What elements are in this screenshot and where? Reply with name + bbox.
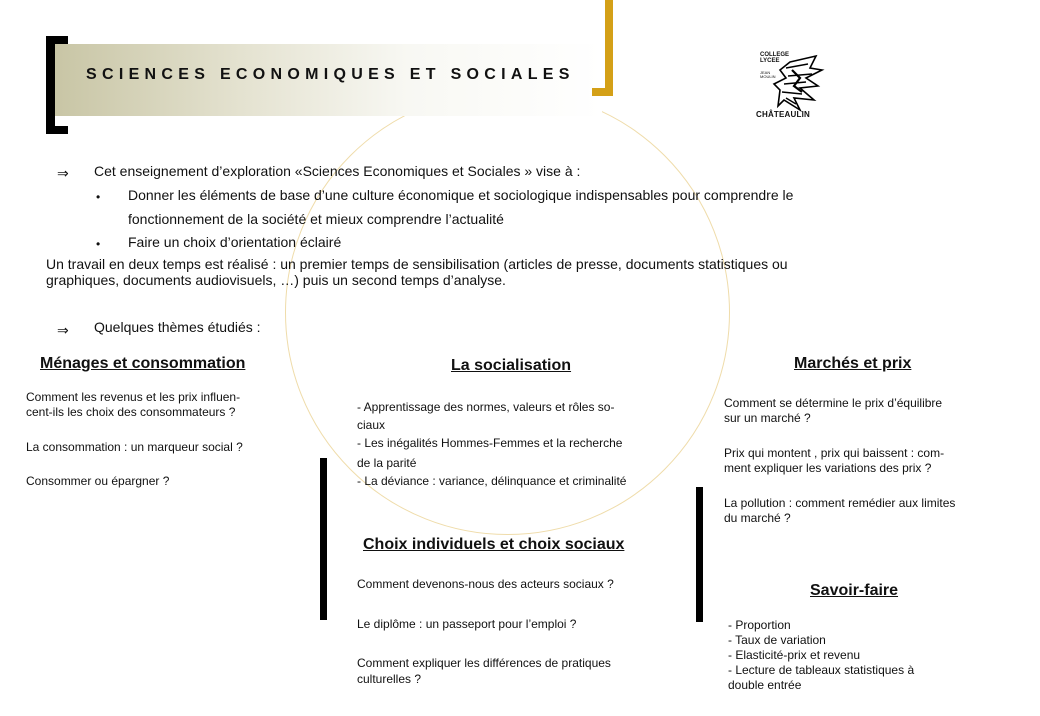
paragraph-line: Un travail en deux temps est réalisé : un premier temps de sensibilisation (articles de presse, documents statistiques ou — [46, 256, 788, 272]
divider-bar-right — [696, 487, 703, 622]
section-text: Comment se détermine le prix d’équilibre — [724, 396, 943, 410]
themes-label: Quelques thèmes étudiés : — [94, 319, 261, 335]
section-text: Prix qui montent , prix qui baissent : com- — [724, 446, 945, 460]
section-title-socialisation: La socialisation — [451, 357, 572, 374]
section-text: - Lecture de tableaux statistiques à — [728, 663, 915, 677]
bracket-left-bottom — [46, 126, 68, 134]
section-text: La pollution : comment remédier aux limites — [724, 496, 956, 510]
section-text: Consommer ou épargner ? — [26, 474, 170, 488]
section-text: - Elasticité-prix et revenu — [728, 648, 861, 662]
bracket-right — [605, 0, 613, 96]
bullet-icon: • — [96, 190, 101, 204]
bullet-icon: • — [96, 237, 101, 251]
section-text: double entrée — [728, 678, 802, 692]
bullet-text: fonctionnement de la société et mieux comprendre l’actualité — [128, 211, 504, 227]
section-text: sur un marché ? — [724, 411, 811, 425]
bracket-right-bottom — [592, 88, 613, 96]
section-text: Comment expliquer les différences de pratiques — [357, 656, 611, 670]
section-text: - La déviance : variance, délinquance et criminalité — [357, 474, 627, 488]
bracket-left-top — [46, 36, 68, 44]
section-text: Comment les revenus et les prix influen- — [26, 390, 241, 404]
section-title-choix: Choix individuels et choix sociaux — [363, 536, 625, 553]
section-text: Comment devenons-nous des acteurs sociaux ? — [357, 577, 614, 591]
arrow-icon: ⇒ — [57, 165, 69, 181]
section-text: - Les inégalités Hommes-Femmes et la recherche — [357, 436, 623, 450]
section-text: du marché ? — [724, 511, 791, 525]
divider-bar-left — [320, 458, 327, 620]
arrow-icon: ⇒ — [57, 322, 69, 338]
bracket-left — [46, 36, 55, 134]
section-text: ment expliquer les variations des prix ? — [724, 461, 932, 475]
intro-line: Cet enseignement d’exploration «Sciences Economiques et Sociales » vise à : — [94, 163, 581, 179]
section-title-savoir-faire: Savoir-faire — [810, 582, 899, 599]
section-title-menages: Ménages et consommation — [40, 355, 246, 372]
section-text: - Apprentissage des normes, valeurs et rôles so- — [357, 400, 615, 414]
section-text: Le diplôme : un passeport pour l’emploi ? — [357, 617, 577, 631]
section-text: - Taux de variation — [728, 633, 826, 647]
logo-text-small: JEAN MOULIN — [760, 70, 776, 79]
section-text: La consommation : un marqueur social ? — [26, 440, 243, 454]
logo-text-bottom: CHÂTEAULIN — [756, 110, 810, 119]
page-title: SCIENCES ECONOMIQUES ET SOCIALES — [86, 66, 575, 83]
section-title-marches: Marchés et prix — [794, 355, 912, 372]
bullet-text: Donner les éléments de base d’une culture économique et sociologique indispensables pour comprendre le — [128, 187, 794, 203]
section-text: culturelles ? — [357, 672, 422, 686]
bullet-text: Faire un choix d’orientation éclairé — [128, 234, 342, 250]
section-text: - Proportion — [728, 618, 791, 632]
paragraph-line: graphiques, documents audiovisuels, …) puis un second temps d’analyse. — [46, 272, 506, 288]
section-text: cent-ils les choix des consommateurs ? — [26, 405, 236, 419]
logo-text-top: COLLEGE LYCEE — [760, 52, 790, 64]
decorative-circle — [285, 90, 730, 535]
section-text: de la parité — [357, 456, 417, 470]
section-text: ciaux — [357, 418, 386, 432]
